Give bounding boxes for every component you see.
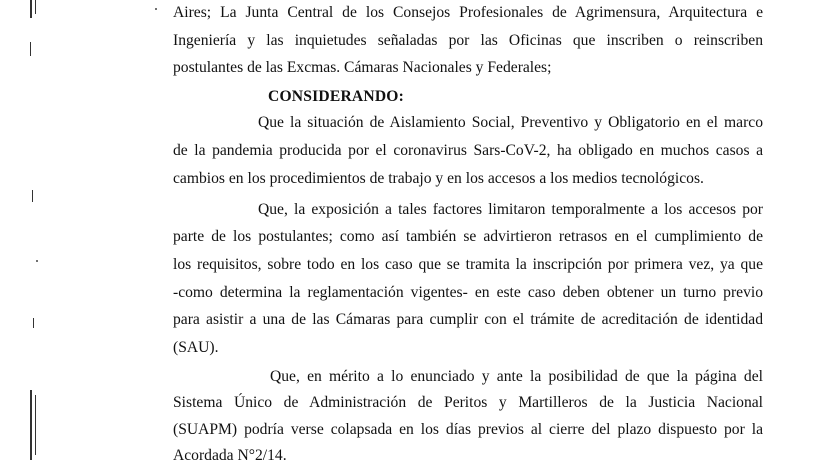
text-line: Acordada N°2/14. [173, 447, 287, 464]
text-line: Que, la exposición a tales factores limitaron temporalmente a los accesos por [258, 201, 763, 218]
text-line: los requisitos, sobre todo en los caso que se tramita la inscripción por primera vez, ya que [173, 256, 763, 273]
scan-speck [155, 8, 157, 10]
text-line: Que la situación de Aislamiento Social, Preventivo y Obligatorio en el marco [258, 114, 763, 131]
text-line: para asistir a una de las Cámaras para cumplir con el trámite de acreditación de identidad [173, 311, 763, 328]
text-line: de la pandemia producida por el coronavirus Sars-CoV-2, ha obligado en muchos casos a [173, 142, 763, 159]
text-line: Ingeniería y las inquietudes señaladas por las Oficinas que inscriben o reinscriben [173, 32, 763, 49]
section-heading: CONSIDERANDO: [268, 88, 405, 105]
margin-scan-mark [30, 42, 31, 56]
text-line: (SUAPM) podría verse colapsada en los días previos al cierre del plazo dispuesto por la [173, 421, 763, 438]
scan-speck [36, 260, 38, 262]
text-line: postulantes de las Excmas. Cámaras Nacionales y Federales; [173, 59, 552, 76]
margin-scan-mark [30, 0, 32, 18]
text-line: Sistema Único de Administración de Peritos y Martilleros de la Justicia Nacional [173, 394, 763, 411]
text-line: Que, en mérito a lo enunciado y ante la posibilidad de que la página del [270, 368, 763, 385]
margin-scan-mark [30, 390, 32, 460]
margin-scan-mark [35, 0, 36, 14]
margin-scan-mark [33, 318, 34, 328]
text-line: Aires; La Junta Central de los Consejos Profesionales de Agrimensura, Arquitectura e [173, 4, 763, 21]
margin-scan-mark [32, 190, 33, 202]
margin-scan-mark [35, 395, 36, 455]
text-line: cambios en los procedimientos de trabajo y en los accesos a los medios tecnológicos. [173, 170, 704, 187]
text-line: (SAU). [173, 339, 219, 356]
text-line: parte de los postulantes; como así también se advirtieron retrasos en el cumplimiento de [173, 228, 763, 245]
text-line: -como determina la reglamentación vigentes- en este caso deben obtener un turno previo [173, 284, 763, 301]
